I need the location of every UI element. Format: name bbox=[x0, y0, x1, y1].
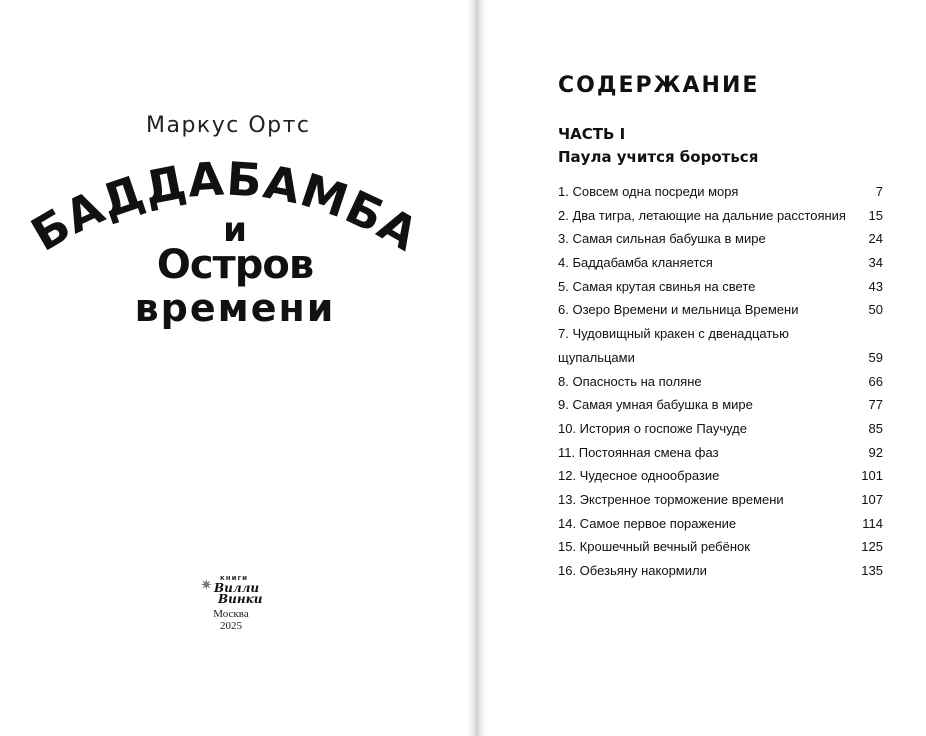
toc-entry-label: 2. Два тигра, летающие на дальние расстояния bbox=[558, 207, 846, 223]
toc-entry[interactable] bbox=[558, 298, 883, 322]
toc-entry-label: 12. Чудесное однообразие bbox=[558, 468, 720, 484]
publisher-logo-line1: Вилли bbox=[214, 581, 260, 595]
toc-entry-page: 92 bbox=[868, 444, 883, 460]
toc-entry-page: 77 bbox=[868, 397, 883, 413]
toc-entry[interactable] bbox=[558, 275, 883, 299]
star-icon: ✷ bbox=[200, 576, 213, 594]
toc-entry[interactable] bbox=[558, 180, 883, 204]
toc-entry-page: 125 bbox=[861, 539, 883, 555]
toc-entry[interactable] bbox=[558, 370, 883, 394]
toc-entry-page: 114 bbox=[862, 515, 883, 531]
toc-entry-label: щупальцами bbox=[558, 349, 635, 365]
contents-page bbox=[486, 0, 926, 736]
toc-entry[interactable] bbox=[558, 559, 883, 583]
toc-entry-page: 24 bbox=[868, 231, 883, 247]
publisher-year: 2025 bbox=[220, 620, 242, 632]
toc-entry-label: 3. Самая сильная бабушка в мире bbox=[558, 231, 766, 247]
toc-entry-page: 7 bbox=[875, 184, 883, 199]
toc-entry-label: 11. Постоянная смена фаз bbox=[558, 444, 719, 460]
publisher-logo-small: книги bbox=[220, 574, 249, 582]
toc-entry-label: 4. Баддабамба кланяется bbox=[558, 255, 713, 271]
part-label: ЧАСТЬ I bbox=[558, 125, 626, 143]
toc-entry[interactable] bbox=[558, 464, 883, 488]
toc-entry-page: 85 bbox=[868, 420, 883, 436]
toc-entry-label: 7. Чудовищный кракен с двенадцатью bbox=[558, 326, 789, 342]
toc-entry[interactable] bbox=[558, 393, 883, 417]
title-time: времени bbox=[134, 286, 336, 330]
toc-entry[interactable] bbox=[558, 204, 883, 228]
toc-entry-page: 107 bbox=[861, 491, 883, 507]
publisher-logo bbox=[196, 572, 266, 606]
toc-entry[interactable] bbox=[558, 346, 883, 370]
book-gutter bbox=[468, 0, 486, 736]
toc-entry-label: 15. Крошечный вечный ребёнок bbox=[558, 539, 750, 555]
title-island: Остров bbox=[156, 242, 314, 288]
publisher-city: Москва bbox=[213, 608, 249, 620]
toc-entry-page: 66 bbox=[868, 373, 883, 389]
toc-entry[interactable] bbox=[558, 488, 883, 512]
toc-entry[interactable] bbox=[558, 535, 883, 559]
toc-entry-label: 6. Озеро Времени и мельница Времени bbox=[558, 302, 799, 318]
toc-entry[interactable] bbox=[558, 251, 883, 275]
contents-heading: СОДЕРЖАНИЕ bbox=[558, 73, 760, 98]
toc-entry-label: 14. Самое первое поражение bbox=[558, 515, 737, 531]
toc-entry-page: 50 bbox=[868, 302, 883, 318]
publisher-block bbox=[196, 572, 266, 632]
toc-entry-label: 1. Совсем одна посреди моря bbox=[558, 184, 739, 199]
publisher-logo-line2: Винки bbox=[218, 592, 263, 606]
title-conjunction: и bbox=[223, 210, 247, 250]
toc-entry-label: 16. Обезьяну накормили bbox=[558, 563, 707, 578]
author-name: Маркус Ортс bbox=[146, 113, 311, 138]
toc-entry[interactable] bbox=[558, 441, 883, 465]
toc-entry-label: 8. Опасность на поляне bbox=[558, 373, 702, 389]
toc-entry-label: 10. История о госпоже Паучуде bbox=[558, 420, 747, 436]
toc-entry-page: 101 bbox=[861, 468, 883, 484]
toc-entry[interactable] bbox=[558, 322, 883, 346]
part-title: Паула учится бороться bbox=[558, 148, 759, 166]
toc-entry-page: 43 bbox=[868, 278, 883, 294]
toc-entry[interactable] bbox=[558, 417, 883, 441]
toc-entry-label: 5. Самая крутая свинья на свете bbox=[558, 278, 756, 294]
toc-list bbox=[558, 180, 883, 583]
toc-entry-page: 34 bbox=[868, 255, 883, 271]
toc-entry[interactable] bbox=[558, 227, 883, 251]
toc-entry-page: 135 bbox=[861, 563, 883, 578]
toc-entry[interactable] bbox=[558, 512, 883, 536]
toc-entry-page: 15 bbox=[868, 207, 883, 223]
toc-entry-page: 59 bbox=[868, 349, 883, 365]
title-main: БАДДАБАМБА bbox=[22, 151, 428, 262]
toc-entry-label: 13. Экстренное торможение времени bbox=[558, 491, 784, 507]
toc-entry-label: 9. Самая умная бабушка в мире bbox=[558, 397, 753, 413]
